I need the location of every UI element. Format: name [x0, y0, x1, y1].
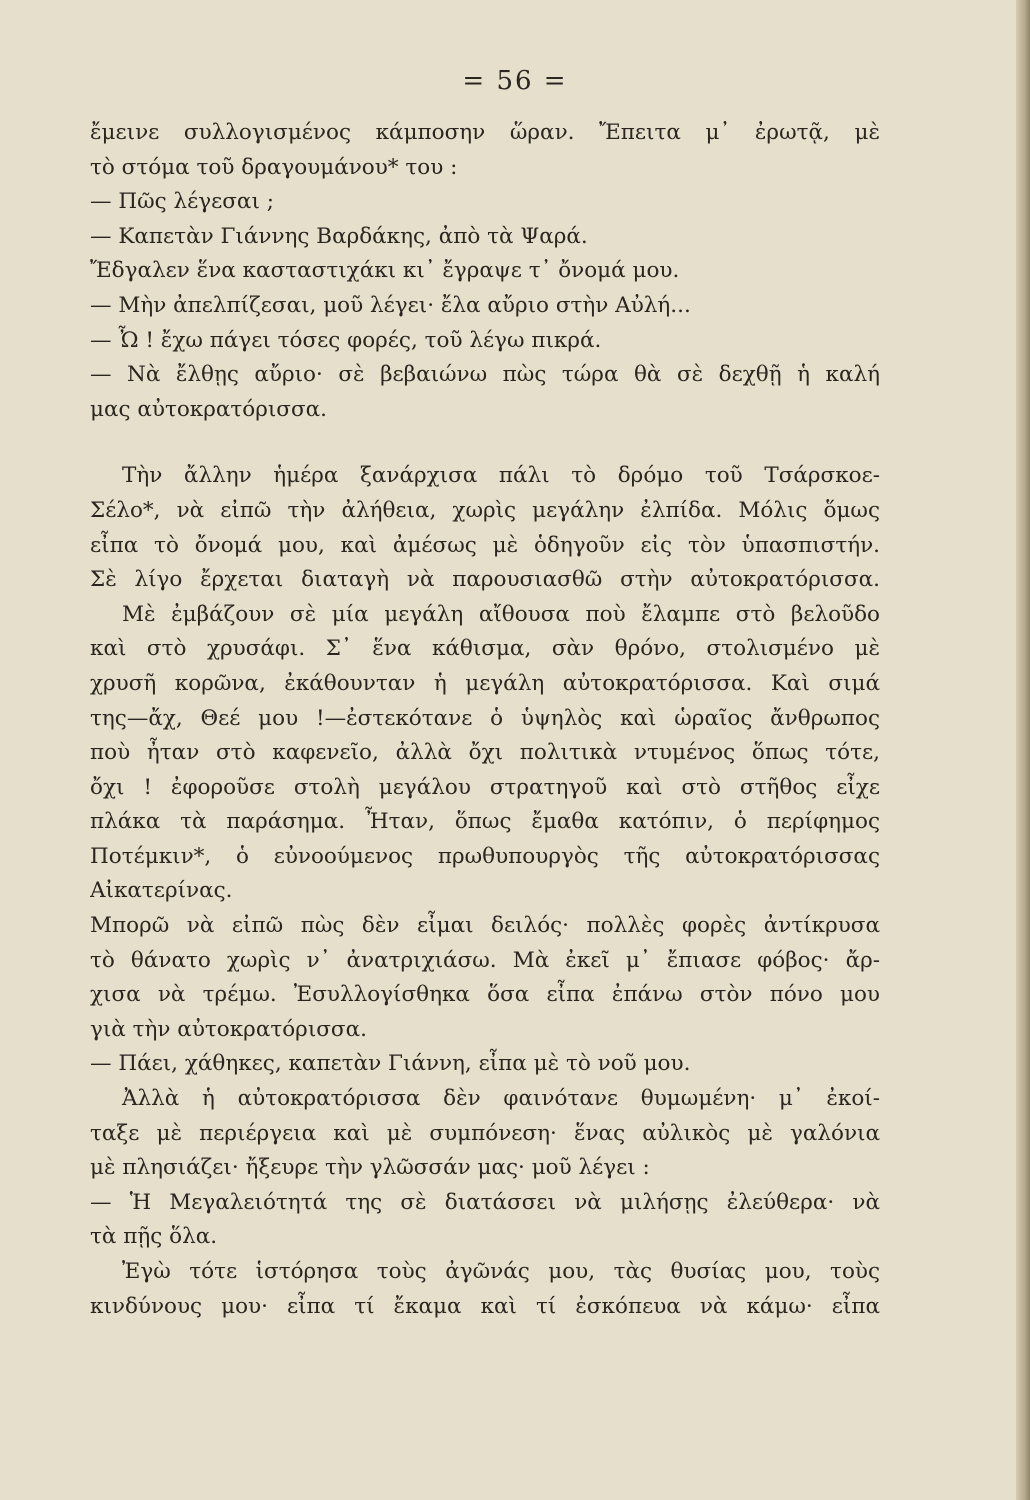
text-line: εἶπα τὸ ὄνομά μου, καὶ ἀμέσως μὲ ὁδηγοῦν εἰς τὸν ὑπασπιστήν. [90, 532, 880, 558]
text-line: Μὲ ἐμβάζουν σὲ μία μεγάλη αἴθουσα ποὺ ἔλαμπε στὸ βελοῦδο [122, 601, 880, 627]
text-line: κινδύνους μου· εἶπα τί ἔκαμα καὶ τί ἐσκόπευα νὰ κάμω· εἶπα [90, 1293, 880, 1319]
text-line: — Πῶς λέγεσαι ; [90, 189, 274, 215]
page-number: = 56 = [462, 66, 568, 96]
text-line: τὸ στόμα τοῦ δραγουμάνου* του : [90, 154, 458, 180]
text-line: μὲ πλησιάζει· ἤξευρε τὴν γλῶσσάν μας· μοῦ λέγει : [90, 1155, 650, 1181]
text-line: — Νὰ ἔλθῃς αὔριο· σὲ βεβαιώνω πὼς τώρα θὰ σὲ δεχθῇ ἡ καλή [90, 362, 880, 388]
text-line: πλάκα τὰ παράσημα. Ἦταν, ὅπως ἔμαθα κατόπιν, ὁ περίφημος [90, 809, 880, 835]
text-line: καὶ στὸ χρυσάφι. Σ᾽ ἕνα κάθισμα, σὰν θρόνο, στολισμένο μὲ [90, 636, 880, 662]
text-line: Σὲ λίγο ἔρχεται διαταγὴ νὰ παρουσιασθῶ στὴν αὐτοκρατόρισσα. [90, 567, 880, 593]
text-line: Ἔδγαλεν ἕνα κασταστιχάκι κι᾽ ἔγραψε τ᾽ ὄνομά μου. [90, 258, 680, 284]
text-line: ποὺ ἦταν στὸ καφενεῖο, ἀλλὰ ὄχι πολιτικὰ ντυμένος ὅπως τότε, [90, 740, 880, 766]
text-line: τὸ θάνατο χωρὶς ν᾽ ἀνατριχιάσω. Μὰ ἐκεῖ μ᾽ ἔπιασε φόβος· ἄρ- [90, 947, 880, 973]
text-line: — Πάει, χάθηκες, καπετὰν Γιάννη, εἶπα μὲ τὸ νοῦ μου. [90, 1051, 691, 1077]
text-line: ὄχι ! ἐφοροῦσε στολὴ μεγάλου στρατηγοῦ καὶ στὸ στῆθος εἶχε [90, 774, 880, 800]
text-line: — Μὴν ἀπελπίζεσαι, μοῦ λέγει· ἔλα αὔριο στὴν Αὐλή... [90, 292, 691, 318]
text-line: — Ὦ ! ἔχω πάγει τόσες φορές, τοῦ λέγω πικρά. [90, 327, 602, 353]
text-line: Ποτέμκιν*, ὁ εὐνοούμενος πρωθυπουργὸς τῆς αὐτοκρατόρισσας [90, 843, 880, 869]
text-line: Σέλο*, νὰ εἰπῶ τὴν ἀλήθεια, χωρὶς μεγάλην ἐλπίδα. Μόλις ὅμως [90, 497, 880, 523]
text-line: ἔμεινε συλλογισμένος κάμποσην ὥραν. Ἔπειτα μ᾽ ἐρωτᾷ, μὲ [90, 120, 880, 145]
text-line: — Καπετὰν Γιάννης Βαρδάκης, ἀπὸ τὰ Ψαρά. [90, 223, 588, 249]
text-line: Τὴν ἄλλην ἡμέρα ξανάρχισα πάλι τὸ δρόμο τοῦ Τσάρσκοε- [122, 463, 880, 489]
text-line: μας αὐτοκρατόρισσα. [90, 396, 328, 422]
text-line: Αἰκατερίνας. [90, 878, 233, 904]
text-line: της—ἄχ, Θεέ μου !—ἐστεκότανε ὁ ὑψηλὸς καὶ ὡραῖος ἄνθρωπος [90, 705, 880, 731]
text-line: Ἀλλὰ ἡ αὐτοκρατόρισσα δὲν φαινότανε θυμωμένη· μ᾽ ἐκοί- [122, 1086, 880, 1112]
text-line: Ἐγὼ τότε ἱστόρησα τοὺς ἀγῶνάς μου, τὰς θυσίας μου, τοὺς [122, 1259, 880, 1284]
text-line: γιὰ τὴν αὐτοκρατόρισσα. [90, 1016, 367, 1042]
paragraph-gap [90, 427, 880, 459]
text-line: τὰ πῇς ὅλα. [90, 1224, 218, 1250]
text-line: χισα νὰ τρέμω. Ἐσυλλογίσθηκα ὅσα εἶπα ἐπάνω στὸν πόνο μου [90, 982, 880, 1008]
text-line: ταξε μὲ περιέργεια καὶ μὲ συμπόνεση· ἕνας αὐλικὸς μὲ γαλόνια [90, 1120, 880, 1146]
text-line: Μπορῶ νὰ εἰπῶ πὼς δὲν εἶμαι δειλός· πολλὲς φορὲς ἀντίκρυσα [90, 913, 880, 939]
text-line: — Ἡ Μεγαλειότητά της σὲ διατάσσει νὰ μιλήσῃς ἐλεύθερα· νὰ [90, 1189, 880, 1215]
page-text [90, 116, 880, 1324]
text-line: χρυσῆ κορῶνα, ἐκάθουνταν ἡ μεγάλη αὐτοκρατόρισσα. Καὶ σιμά [90, 670, 880, 696]
